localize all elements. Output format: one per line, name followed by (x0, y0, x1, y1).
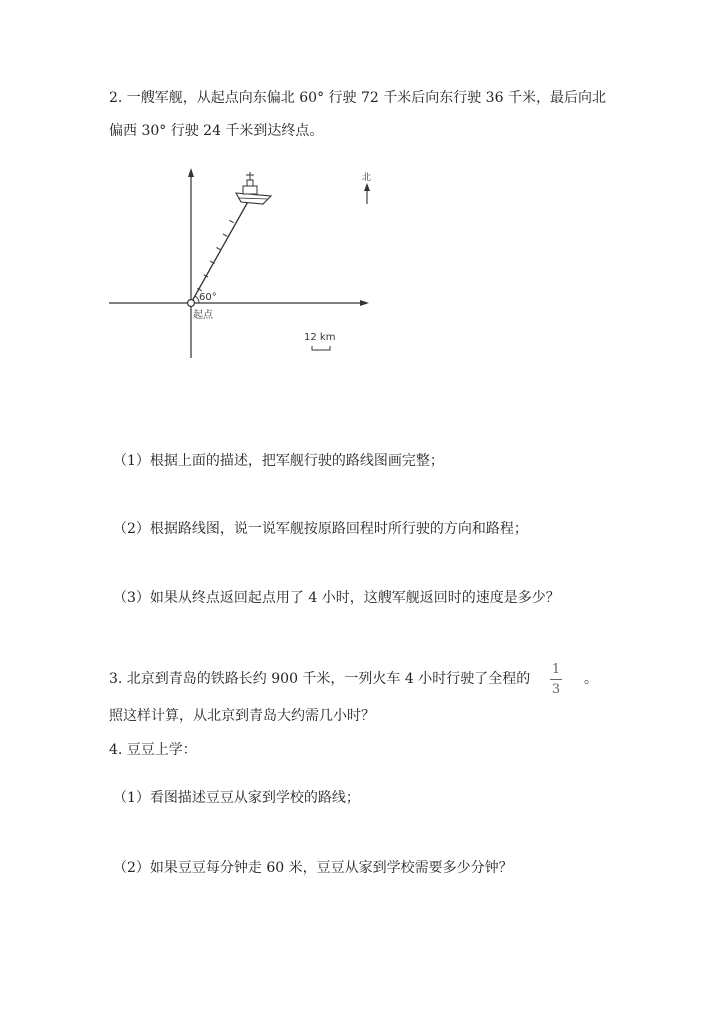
origin-point (188, 300, 195, 307)
origin-label: 起点 (193, 310, 213, 321)
route-ticks (197, 220, 233, 290)
fraction-one-third (550, 662, 562, 697)
route-diagram (0, 160, 720, 380)
warship-icon (236, 172, 271, 204)
q4-sub1: （1）看图描述豆豆从家到学校的路线； (113, 790, 360, 806)
fraction-denominator: 3 (551, 682, 561, 697)
q2-sub3: （3）如果从终点返回起点用了 4 小时，这艘军舰返回时的速度是多少？ (113, 590, 560, 606)
q2-line2: 偏西 30° 行驶 24 千米到达终点。 (109, 123, 324, 139)
q4-sub2: （2）如果豆豆每分钟走 60 米，豆豆从家到学校需要多少分钟？ (113, 860, 513, 876)
scale-bar (312, 346, 330, 350)
angle-label: 60° (199, 292, 217, 303)
q2-line1: 2. 一艘军舰，从起点向东偏北 60° 行驶 72 千米后向东行驶 36 千米，最后向北 (109, 90, 606, 106)
q3-line1-end: 。 (584, 671, 598, 687)
q3-line2: 照这样计算，从北京到青岛大约需几小时？ (109, 708, 375, 724)
x-axis-arrow (360, 300, 369, 306)
fraction-numerator: 1 (551, 662, 561, 677)
q4-title: 4. 豆豆上学： (109, 742, 197, 758)
q2-sub1: （1）根据上面的描述，把军舰行驶的路线图画完整； (113, 453, 444, 469)
scale-label: 12 km (304, 332, 336, 343)
north-arrow-head (364, 183, 370, 191)
north-label: 北 (362, 173, 372, 183)
q2-sub2: （2）根据路线图，说一说军舰按原路回程时所行驶的方向和路程； (113, 521, 528, 537)
fraction-bar (550, 679, 562, 680)
y-axis-arrow (188, 168, 194, 177)
q3-line1: 3. 北京到青岛的铁路长约 900 千米，一列火车 4 小时行驶了全程的 (109, 671, 531, 687)
route-segment-1 (191, 198, 250, 303)
